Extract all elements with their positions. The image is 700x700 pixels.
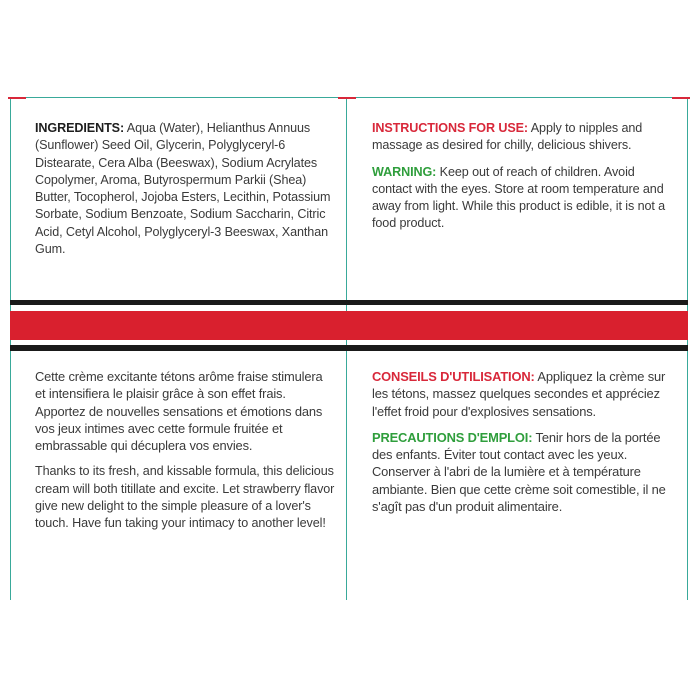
french-instructions-panel xyxy=(372,368,672,515)
black-stripe-top xyxy=(10,300,688,305)
ingredients-panel xyxy=(35,120,335,258)
ingredients-text: Aqua (Water), Helianthus Annuus (Sunflower) Seed Oil, Glycerin, Polyglyceryl-6 Distearate, Cera Alba (Beeswax), Sodium Acrylates Copolymer, Aroma, Butyrospermum Parkii (Shea) Butter, Tocopherol, Jojoba Esters, Lecithin, Potassium Sorbate, Sodium Benzoate, Sodium Saccharin, Citric Acid, Cetyl Alcohol, Polyglyceryl-3 Beeswax, Xanthan Gum. xyxy=(35,121,331,257)
conseils-heading: CONSEILS D'UTILISATION: xyxy=(372,369,535,384)
black-stripe-bottom xyxy=(10,345,688,351)
instructions-panel xyxy=(372,120,672,233)
french-description: Cette crème excitante tétons arôme fraise stimulera et intensifiera le plaisir grâce à son effet frais. Apportez de nouvelles sensations et émotions dans vos jeux intimes avec cette formule fruitée et embrassable qui décuplera vos envies. xyxy=(35,369,323,454)
ingredients-paragraph xyxy=(35,120,335,258)
conseils-paragraph xyxy=(372,368,672,420)
product-label-sheet xyxy=(10,97,688,600)
warning-heading: WARNING: xyxy=(372,164,437,179)
precautions-text: Tenir hors de la portée des enfants. Éviter tout contact avec les yeux. Conserver à l'abri de la lumière et à température ambiante. Bien que cette crème soit comestible, il ne s'agît pas d'un produit alimentaire. xyxy=(372,429,666,515)
precautions-heading: PRECAUTIONS D'EMPLOI: xyxy=(372,429,533,445)
corner-mark-right xyxy=(672,97,690,99)
instructions-paragraph xyxy=(372,120,672,155)
ingredients-heading: INGREDIENTS: xyxy=(35,121,125,135)
english-description: Thanks to its fresh, and kissable formula, this delicious cream will both titillate and excite. Let strawberry flavor give new delight to the simple pleasure of a lover's touch. Have fun taking your intimacy to another level! xyxy=(35,464,335,531)
warning-text: Keep out of reach of children. Avoid contact with the eyes. Store at room temperature and away from light. While this product is edible, it is not a food product. xyxy=(372,164,666,231)
precautions-paragraph xyxy=(372,429,672,515)
instructions-heading: INSTRUCTIONS FOR USE: xyxy=(372,121,529,135)
description-panel xyxy=(35,368,335,533)
corner-mark-center xyxy=(338,97,356,99)
corner-mark-left xyxy=(8,97,26,99)
red-stripe-band xyxy=(10,311,688,340)
instructions-text: Apply to nipples and massage as desired for chilly, delicious shivers. xyxy=(372,121,643,153)
conseils-text: Appliquez la crème sur les tétons, massez quelques secondes et appréciez l'effet froid pour d'explosives sensations. xyxy=(372,369,666,419)
warning-paragraph xyxy=(372,164,672,233)
